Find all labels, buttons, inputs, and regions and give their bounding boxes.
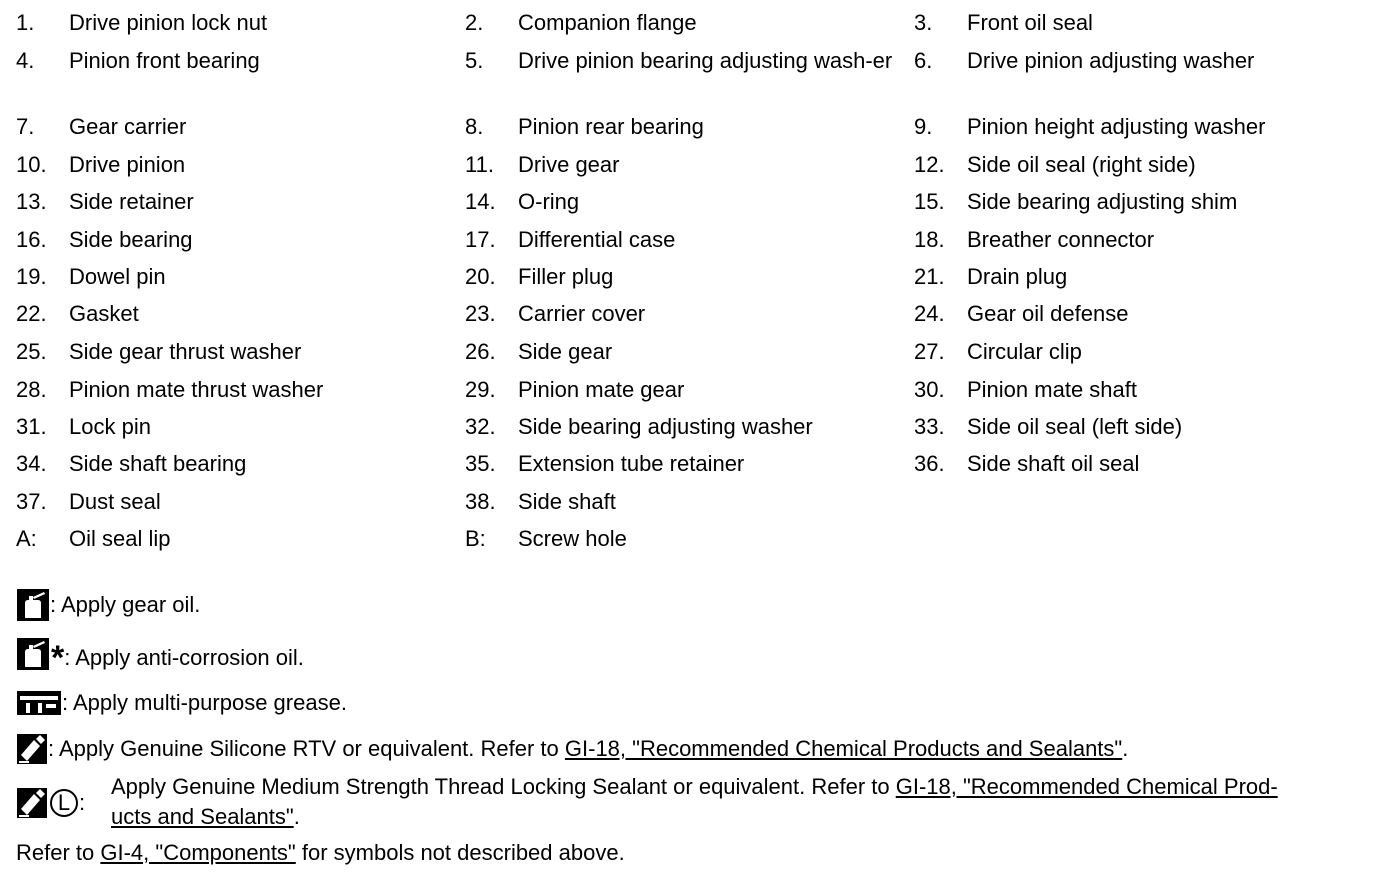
part-number: 29. [465,377,496,402]
part-item [914,112,1363,142]
part-number: 25. [16,339,47,364]
circled-l-letter: L [57,790,71,815]
part-name: Side shaft oil seal [967,451,1140,476]
part-name: Screw hole [518,526,627,551]
parts-row [16,524,914,554]
legend-thread-lock-text: Apply Genuine Medium Strength Thread Locking Sealant or equivalent. Refer to [111,774,896,799]
part-number: 30. [914,377,945,402]
oil-can-icon [16,588,50,622]
part-item [465,412,914,442]
part-item [914,449,1363,479]
part-item [914,150,1363,180]
part-number: 34. [16,451,47,476]
part-number: 32. [465,414,496,439]
parts-row [16,150,1363,180]
part-item [914,8,1363,38]
part-number: 12. [914,152,945,177]
part-item [914,46,1363,76]
part-item [465,262,914,292]
part-number: 26. [465,339,496,364]
part-number: 3. [914,10,933,35]
part-number: 5. [465,48,484,73]
legend-grease-text: : Apply multi-purpose grease. [62,690,347,715]
part-name: Side gear thrust washer [69,339,302,364]
parts-row [16,262,1363,292]
legend-gear-oil-text: : Apply gear oil. [50,592,201,617]
legend-thread-lock [16,772,1366,832]
part-number: 18. [914,227,945,252]
part-name: Gasket [69,301,139,326]
part-number: 11. [465,152,494,177]
part-number: 36. [914,451,945,476]
circled-l-icon [50,789,78,817]
legend-anti-corrosion-text: : Apply anti-corrosion oil. [64,645,304,670]
part-number: 6. [914,48,933,73]
part-number: 22. [16,301,47,326]
parts-row [16,112,1363,142]
part-name: Filler plug [518,264,614,289]
part-name: Side bearing [69,227,193,252]
parts-row [16,46,1363,76]
part-number: 37. [16,489,47,514]
part-item [16,262,465,292]
part-name: Dowel pin [69,264,166,289]
part-item [465,225,914,255]
part-number: 21. [914,264,945,289]
legend-thread-lock-colon: : [79,790,86,815]
part-name: Drive pinion bearing adjusting wash-er [518,48,893,73]
part-number: 28. [16,377,47,402]
part-item [465,8,914,38]
legend-grease [16,686,347,720]
part-number: 20. [465,264,496,289]
parts-row [16,8,1363,38]
part-name: Side gear [518,339,613,364]
part-number: 14. [465,189,496,214]
part-name: Pinion mate thrust washer [69,377,324,402]
parts-row [16,337,1363,367]
part-item [16,375,465,405]
part-name: Oil seal lip [69,526,171,551]
part-name: Side retainer [69,189,194,214]
parts-row [16,487,914,517]
part-item [914,187,1363,217]
part-name: Dust seal [69,489,161,514]
part-item [465,187,914,217]
part-name: Pinion height adjusting washer [967,114,1266,139]
legend-silicone [16,732,1128,766]
sealant-tube-icon [16,733,48,765]
part-item [465,46,914,76]
part-item [16,412,465,442]
part-item [465,337,914,367]
refer-suffix: for symbols not described above. [295,840,625,865]
part-item [914,412,1363,442]
part-item [465,150,914,180]
parts-row [16,412,1363,442]
part-number: 8. [465,114,484,139]
parts-row [16,187,1363,217]
parts-row [16,375,1363,405]
part-number: 33. [914,414,945,439]
part-name: Companion flange [518,10,697,35]
part-item [914,262,1363,292]
part-item [914,375,1363,405]
part-name: Drive gear [518,152,620,177]
part-number: 15. [914,189,945,214]
part-name: O-ring [518,189,580,214]
parts-row [16,225,1363,255]
part-number: 17. [465,227,496,252]
part-item [465,112,914,142]
part-item [16,150,465,180]
legend-silicone-suffix: . [1122,736,1129,761]
part-item [465,487,914,517]
legend-thread-lock-suffix: . [293,804,300,829]
part-name: Drive pinion [69,152,186,177]
part-name: Front oil seal [967,10,1093,35]
part-number: 1. [16,10,35,35]
oil-can-asterisk-icon [16,637,50,671]
part-name: Side shaft [518,489,616,514]
part-number: 4. [16,48,35,73]
part-item [16,524,465,554]
part-item [914,337,1363,367]
parts-row [16,299,1363,329]
asterisk-mark: * [51,639,65,677]
part-name: Side oil seal (right side) [967,152,1196,177]
part-item [16,112,465,142]
part-number: 7. [16,114,35,139]
part-name: Extension tube retainer [518,451,745,476]
part-item [16,8,465,38]
gi-18-link-thread-lock[interactable]: GI-18, "Recommended Chemical Prod- [895,774,1278,799]
part-name: Drive pinion adjusting washer [967,48,1255,73]
part-number: 23. [465,301,496,326]
part-item [914,225,1363,255]
part-number: 10. [16,152,47,177]
legend-refer [16,838,625,868]
gi-18-link[interactable]: GI-18, "Recommended Chemical Products and Sealants" [564,736,1123,761]
legend-anti-corrosion [16,634,304,677]
part-name: Pinion rear bearing [518,114,704,139]
part-name: Breather connector [967,227,1155,252]
part-item [16,187,465,217]
part-name: Circular clip [967,339,1082,364]
part-item [16,487,465,517]
part-name: Carrier cover [518,301,646,326]
part-item [465,449,914,479]
part-number: 31. [16,414,47,439]
part-item [465,375,914,405]
part-number: 2. [465,10,484,35]
part-number: 35. [465,451,496,476]
grease-gun-icon [16,690,62,716]
part-item [465,299,914,329]
refer-prefix: Refer to [16,840,101,865]
part-name: Lock pin [69,414,151,439]
parts-row [16,449,1363,479]
part-item [16,299,465,329]
part-number: 24. [914,301,945,326]
gi-4-link[interactable]: GI-4, "Components" [100,840,296,865]
part-item [16,449,465,479]
part-name: Gear oil defense [967,301,1129,326]
part-name: Pinion mate gear [518,377,685,402]
part-item [16,225,465,255]
part-name: Side shaft bearing [69,451,247,476]
part-item [16,337,465,367]
part-number: 9. [914,114,933,139]
part-number: 16. [16,227,47,252]
part-number: 13. [16,189,47,214]
part-item [914,299,1363,329]
part-number: 19. [16,264,47,289]
gi-18-link-thread-lock-cont[interactable]: ucts and Sealants" [111,804,294,829]
part-name: Pinion front bearing [69,48,260,73]
part-number: 38. [465,489,496,514]
part-item [16,46,465,76]
part-name: Drive pinion lock nut [69,10,268,35]
part-name: Differential case [518,227,676,252]
part-name: Side bearing adjusting washer [518,414,813,439]
part-number: 27. [914,339,945,364]
part-name: Pinion mate shaft [967,377,1137,402]
part-number: B: [465,526,486,551]
legend-gear-oil [16,588,200,622]
sealant-tube-l-icon [16,787,48,819]
legend-silicone-text: : Apply Genuine Silicone RTV or equivalent. Refer to [48,736,565,761]
part-name: Gear carrier [69,114,187,139]
part-number: A: [16,526,37,551]
part-name: Side bearing adjusting shim [967,189,1238,214]
part-name: Drain plug [967,264,1068,289]
part-name: Side oil seal (left side) [967,414,1183,439]
part-item [465,524,914,554]
